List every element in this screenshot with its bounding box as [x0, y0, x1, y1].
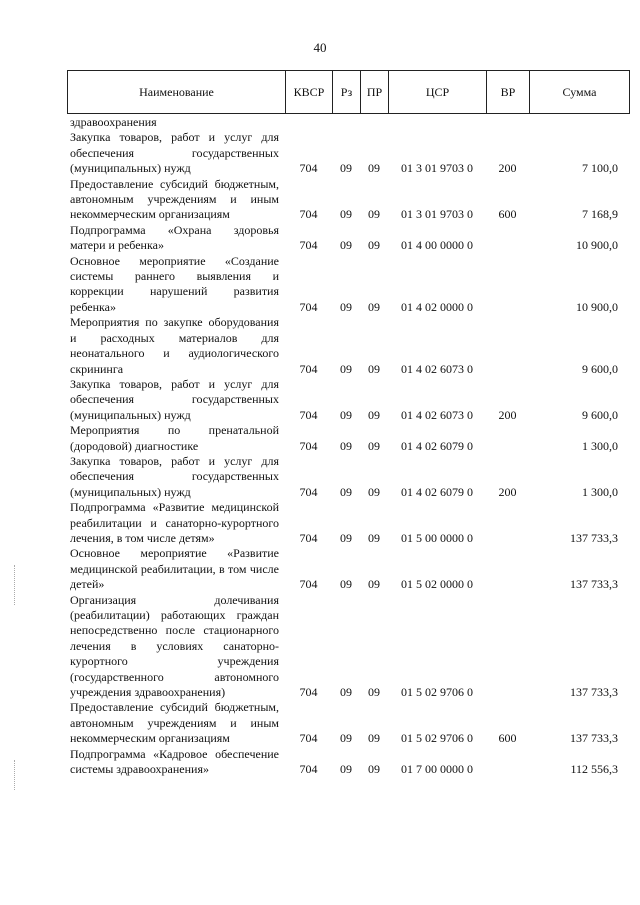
row-kvsr: 704: [299, 361, 318, 376]
header-vr: ВР: [487, 71, 530, 113]
row-sum: 112 556,3: [570, 762, 618, 777]
table-row: [67, 377, 630, 423]
row-csr: 01 5 00 0000 0: [401, 530, 473, 545]
scan-margin-mark: [14, 565, 17, 605]
row-kvsr: 704: [299, 577, 318, 592]
row-name: Подпрограмма «Развитие медицинской реабилитации и санаторно-курортного лечения, в том числе детям»: [70, 500, 279, 545]
table-row: [67, 593, 630, 701]
row-name: Организация долечивания (реабилитации) работающих граждан непосредственно после стационарного лечения в условиях санаторно-курортного учреждения (государственного автономного учреждения здравоохранения): [70, 592, 279, 700]
row-name: Закупка товаров, работ и услуг для обеспечения государственных (муниципальных) нужд: [70, 376, 279, 422]
row-name: Мероприятия по закупке оборудования и расходных материалов для неонатального и аудиологического скрининга: [70, 315, 279, 376]
row-sum: 137 733,3: [570, 731, 618, 746]
row-kvsr: 704: [299, 299, 318, 314]
header-pr: ПР: [361, 71, 389, 113]
table-row: [67, 700, 630, 746]
row-sum: 10 900,0: [576, 299, 618, 314]
row-rz: 09: [340, 731, 352, 746]
row-pr: 09: [368, 438, 380, 453]
row-csr: 01 3 01 9703 0: [401, 207, 473, 222]
table-body: [67, 115, 630, 777]
row-name: здравоохранения: [70, 115, 157, 129]
row-name: Предоставление субсидий бюджетным, автономным учреждениям и иным некоммерческим организациям: [70, 700, 279, 746]
row-pr: 09: [368, 238, 380, 253]
row-name: Основное мероприятие «Создание системы раннего выявления и коррекции нарушений развития ребенка»: [70, 253, 279, 314]
row-pr: 09: [368, 762, 380, 777]
row-pr: 09: [368, 530, 380, 545]
header-rz: Рз: [333, 71, 361, 113]
row-rz: 09: [340, 484, 352, 499]
row-kvsr: 704: [299, 731, 318, 746]
header-csr: ЦСР: [389, 71, 487, 113]
row-name: Закупка товаров, работ и услуг для обеспечения государственных (муниципальных) нужд: [70, 130, 279, 176]
header-sum: Сумма: [562, 84, 597, 99]
row-sum: 10 900,0: [576, 238, 618, 253]
row-sum: 137 733,3: [570, 685, 618, 700]
row-pr: 09: [368, 731, 380, 746]
row-sum: 137 733,3: [570, 530, 618, 545]
row-pr: 09: [368, 361, 380, 376]
header-kvsr: КВСР: [286, 71, 333, 113]
row-csr: 01 4 00 0000 0: [401, 238, 473, 253]
row-pr: 09: [368, 577, 380, 592]
table-row: [67, 423, 630, 454]
row-kvsr: 704: [299, 685, 318, 700]
row-csr: 01 4 02 0000 0: [401, 299, 473, 314]
row-vr: 200: [498, 161, 517, 176]
row-csr: 01 3 01 9703 0: [401, 161, 473, 176]
row-pr: 09: [368, 207, 380, 222]
row-csr: 01 4 02 6073 0: [401, 407, 473, 422]
row-csr: 01 5 02 0000 0: [401, 577, 473, 592]
row-name: Мероприятия по пренатальной (дородовой) диагностике: [70, 423, 279, 453]
table-row: [67, 177, 630, 223]
row-kvsr: 704: [299, 438, 318, 453]
table-header: [67, 70, 630, 114]
row-vr: 200: [498, 407, 517, 422]
row-rz: 09: [340, 407, 352, 422]
row-sum: 9 600,0: [582, 407, 618, 422]
row-rz: 09: [340, 577, 352, 592]
header-name: Наименование: [68, 71, 286, 113]
table-row: [67, 254, 630, 316]
row-name: Закупка товаров, работ и услуг для обеспечения государственных (муниципальных) нужд: [70, 453, 279, 499]
row-sum: 7 100,0: [582, 161, 618, 176]
scan-margin-mark: [14, 760, 17, 790]
row-name: Подпрограмма «Кадровое обеспечение системы здравоохранения»: [70, 746, 279, 777]
row-kvsr: 704: [299, 207, 318, 222]
row-rz: 09: [340, 238, 352, 253]
row-pr: 09: [368, 407, 380, 422]
row-vr: 200: [498, 484, 517, 499]
row-pr: 09: [368, 484, 380, 499]
row-csr: 01 4 02 6073 0: [401, 361, 473, 376]
row-sum: 1 300,0: [582, 484, 618, 499]
row-pr: 09: [368, 685, 380, 700]
table-row: [67, 130, 630, 176]
row-sum: 7 168,9: [582, 207, 618, 222]
row-pr: 09: [368, 161, 380, 176]
row-rz: 09: [340, 685, 352, 700]
row-kvsr: 704: [299, 161, 318, 176]
row-kvsr: 704: [299, 407, 318, 422]
row-sum: 9 600,0: [582, 361, 618, 376]
row-vr: 600: [498, 207, 517, 222]
row-csr: 01 4 02 6079 0: [401, 438, 473, 453]
row-csr: 01 5 02 9706 0: [401, 685, 473, 700]
row-rz: 09: [340, 207, 352, 222]
row-vr: 600: [498, 731, 517, 746]
table-row: [67, 500, 630, 546]
row-rz: 09: [340, 530, 352, 545]
row-kvsr: 704: [299, 530, 318, 545]
row-rz: 09: [340, 762, 352, 777]
row-sum: 1 300,0: [582, 438, 618, 453]
row-sum: 137 733,3: [570, 577, 618, 592]
row-rz: 09: [340, 361, 352, 376]
row-csr: 01 7 00 0000 0: [401, 762, 473, 777]
row-pr: 09: [368, 299, 380, 314]
table-row: [67, 223, 630, 254]
table-row: [67, 115, 630, 130]
row-rz: 09: [340, 438, 352, 453]
row-name: Подпрограмма «Охрана здоровья матери и ребенка»: [70, 222, 279, 253]
table-row: [67, 315, 630, 377]
row-rz: 09: [340, 161, 352, 176]
table-row: [67, 747, 630, 778]
row-name: Предоставление субсидий бюджетным, автономным учреждениям и иным некоммерческим организациям: [70, 176, 279, 222]
row-name: Основное мероприятие «Развитие медицинской реабилитации, в том числе детей»: [70, 546, 279, 592]
row-rz: 09: [340, 299, 352, 314]
row-kvsr: 704: [299, 762, 318, 777]
row-csr: 01 5 02 9706 0: [401, 731, 473, 746]
row-kvsr: 704: [299, 238, 318, 253]
table-row: [67, 546, 630, 592]
table-row: [67, 454, 630, 500]
row-csr: 01 4 02 6079 0: [401, 484, 473, 499]
page-number: 40: [313, 40, 327, 55]
row-kvsr: 704: [299, 484, 318, 499]
